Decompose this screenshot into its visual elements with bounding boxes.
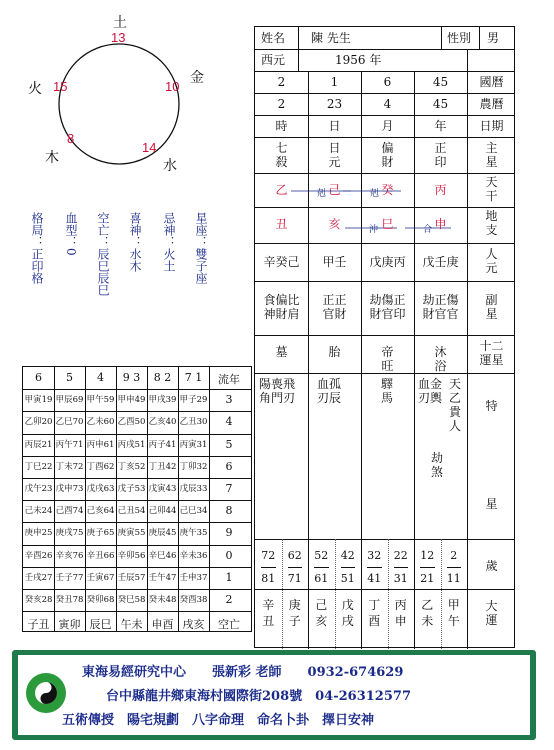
footer-line2: 台中縣龍井鄉東海村國際街208號 04-26312577 bbox=[106, 689, 411, 704]
liunian-cell: 乙未60 bbox=[86, 417, 115, 428]
liunian-cell: 庚申25 bbox=[24, 528, 53, 539]
dizhi-relation-1: 沖 bbox=[369, 225, 379, 235]
liunian-cell: 0 bbox=[225, 548, 233, 562]
dayun-pillar: 丁 酉 bbox=[368, 598, 381, 628]
fuxing-cell: 正正 官財 bbox=[322, 293, 347, 321]
element-circle bbox=[32, 30, 212, 180]
mainstar-label: 主 星 bbox=[485, 141, 498, 169]
liunian-cell: 辛酉26 bbox=[24, 550, 53, 561]
circle-ring bbox=[32, 30, 212, 180]
liunian-cell: 庚午35 bbox=[179, 528, 208, 539]
mainstar-cell: 七 殺 bbox=[275, 141, 288, 169]
liunian-cell: 乙卯20 bbox=[24, 417, 53, 428]
special-label-top: 特 bbox=[485, 399, 498, 413]
liunian-table bbox=[22, 366, 252, 632]
liunian-cell: 庚子65 bbox=[86, 528, 115, 539]
mainstar-cell: 正 印 bbox=[434, 141, 447, 169]
liunian-cell: 癸未48 bbox=[148, 595, 177, 605]
wood-num: 8 bbox=[67, 131, 75, 146]
liunian-header: 7 1 bbox=[184, 371, 203, 384]
liunian-cell: 戊辰33 bbox=[179, 484, 208, 494]
liunian-cell: 癸酉38 bbox=[179, 595, 208, 605]
special-col4c: 劫 煞 bbox=[431, 451, 444, 479]
liunian-cell: 丁亥52 bbox=[117, 461, 146, 472]
liunian-cell: 辛亥76 bbox=[55, 550, 84, 561]
liunian-kongwang: 戌亥 bbox=[182, 618, 205, 632]
liunian-cell: 壬寅67 bbox=[86, 572, 115, 583]
liunian-cell: 丁卯32 bbox=[179, 461, 208, 472]
metal-label: 金 bbox=[190, 70, 204, 86]
liunian-cell: 己亥64 bbox=[86, 506, 115, 517]
tiangan-cell: 丙 bbox=[434, 183, 447, 197]
footer-line1: 東海易經研究中心 張新彩 老師 0932-674629 bbox=[82, 665, 404, 680]
liunian-cell: 丁巳22 bbox=[24, 461, 53, 472]
renyuan-cell: 戊庚丙 bbox=[369, 255, 406, 269]
changsheng-cell: 胎 bbox=[328, 345, 341, 359]
liunian-cell: 丙午71 bbox=[55, 439, 84, 450]
liunian-cell: 壬申37 bbox=[179, 572, 208, 583]
liunian-cell: 壬辰57 bbox=[117, 572, 146, 583]
liunian-cell: 壬午47 bbox=[148, 572, 177, 583]
liunian-cell: 庚辰45 bbox=[148, 528, 177, 539]
footer-banner bbox=[12, 650, 536, 740]
liunian-cell: 戊申73 bbox=[55, 484, 84, 494]
liunian-kongwang: 午未 bbox=[120, 618, 143, 632]
tiangan-label: 天 干 bbox=[485, 175, 498, 203]
liunian-cell: 己未24 bbox=[24, 506, 53, 517]
fuxing-cell: 食偏比 神財肩 bbox=[263, 293, 300, 321]
dayun-pillar: 戊 戌 bbox=[341, 598, 354, 628]
liunian-header: 5 bbox=[66, 371, 73, 384]
liunian-cell: 壬子77 bbox=[55, 572, 84, 583]
footer-line3: 五術傳授 陽宅規劃 八字命理 命名卜卦 擇日安神 bbox=[62, 713, 375, 728]
solar-cell: 6 bbox=[383, 75, 392, 89]
lunar-label: 農曆 bbox=[479, 97, 504, 111]
liunian-cell: 壬戌27 bbox=[24, 572, 53, 583]
liunian-cell: 乙丑30 bbox=[179, 417, 208, 428]
liunian-cell: 6 bbox=[225, 459, 233, 473]
liunian-cell: 甲戌39 bbox=[148, 395, 177, 406]
dayun-pillar: 己 亥 bbox=[315, 598, 328, 628]
special-col4b: 天 乙 貴 人 bbox=[449, 377, 462, 433]
xingzuo: 星座：雙子座 bbox=[194, 212, 208, 284]
tiangan-relation-1: 剋 bbox=[317, 189, 327, 199]
liunian-cell: 丁酉62 bbox=[86, 461, 115, 472]
solar-cell: 2 bbox=[277, 75, 286, 89]
dayun-pillar: 辛 丑 bbox=[262, 598, 275, 628]
dayun-pillar: 庚 子 bbox=[288, 598, 301, 628]
dayun-pillar: 丙 申 bbox=[394, 598, 407, 628]
liunian-cell: 甲寅19 bbox=[24, 395, 53, 406]
xuexing: 血型：0 bbox=[64, 212, 78, 256]
liunian-cell: 2 bbox=[225, 593, 233, 606]
dizhi-cell: 巳 bbox=[381, 217, 394, 231]
dizhi-label: 地 支 bbox=[485, 209, 498, 237]
liunian-cell: 戊午23 bbox=[24, 484, 53, 494]
liunian-header: 6 bbox=[35, 371, 42, 384]
year-value: 1956 年 bbox=[335, 53, 382, 67]
renyuan-label: 人 元 bbox=[485, 247, 498, 275]
era-label: 西元 bbox=[261, 53, 286, 67]
liunian-cell: 辛卯56 bbox=[117, 550, 146, 561]
units-cell: 時 bbox=[275, 119, 288, 133]
units-cell: 日 bbox=[328, 119, 341, 133]
age-range: 22 31 bbox=[393, 549, 408, 585]
liunian-cell: 癸亥28 bbox=[24, 595, 53, 605]
name-label: 姓名 bbox=[261, 31, 286, 45]
liunian-kongwang: 寅卯 bbox=[58, 618, 81, 632]
age-range: 12 21 bbox=[420, 549, 435, 585]
age-range: 72 81 bbox=[261, 549, 276, 585]
fire-num: 15 bbox=[53, 79, 68, 94]
liunian-cell: 己丑54 bbox=[117, 506, 146, 517]
liunian-header: 4 bbox=[97, 371, 104, 384]
fire-label: 火 bbox=[28, 81, 42, 97]
lunar-cell: 45 bbox=[432, 97, 449, 111]
metal-num: 10 bbox=[165, 79, 180, 94]
kongwang: 空亡：辰巳辰巳 bbox=[96, 212, 110, 296]
solar-cell: 1 bbox=[330, 75, 339, 89]
dizhi-cell: 丑 bbox=[275, 217, 288, 231]
special-label-bottom: 星 bbox=[485, 497, 498, 511]
liunian-cell: 乙亥40 bbox=[148, 417, 177, 428]
liunian-cell: 4 bbox=[225, 415, 233, 429]
mainstar-cell: 日 元 bbox=[328, 141, 341, 169]
solar-cell: 45 bbox=[432, 75, 449, 89]
liunian-cell: 7 bbox=[225, 482, 233, 495]
dizhi-relation-2: 合 bbox=[423, 225, 433, 235]
tiangan-cell: 癸 bbox=[381, 183, 394, 197]
liunian-header: 8 2 bbox=[153, 371, 172, 384]
fuxing-label: 副 星 bbox=[485, 293, 498, 321]
tiangan-cell: 己 bbox=[328, 183, 341, 197]
name-value: 陳 先生 bbox=[311, 31, 351, 45]
liunian-kongwang: 空亡 bbox=[218, 618, 240, 632]
dizhi-cell: 申 bbox=[434, 217, 447, 231]
sex-value: 男 bbox=[487, 31, 500, 45]
age-range: 42 51 bbox=[340, 549, 355, 585]
dayun-label: 大 運 bbox=[485, 599, 498, 627]
liunian-cell: 丙子41 bbox=[148, 439, 177, 450]
liunian-cell: 8 bbox=[225, 504, 233, 518]
special-col4a: 血金 刃輿 bbox=[418, 377, 443, 405]
tiangan-relation-2: 剋 bbox=[370, 189, 380, 199]
liunian-cell: 庚寅55 bbox=[117, 528, 146, 539]
liunian-cell: 庚戌75 bbox=[55, 528, 84, 539]
renyuan-cell: 甲壬 bbox=[322, 255, 347, 269]
changsheng-cell: 帝 旺 bbox=[381, 345, 394, 373]
liunian-cell: 戊戌63 bbox=[86, 484, 115, 494]
liunian-cell: 乙巳70 bbox=[55, 417, 84, 428]
age-range: 2 11 bbox=[446, 549, 461, 585]
liunian-header: 流年 bbox=[218, 373, 240, 386]
lunar-cell: 23 bbox=[326, 97, 343, 111]
renyuan-cell: 戊壬庚 bbox=[422, 255, 459, 269]
special-col3: 驛 馬 bbox=[381, 377, 394, 405]
liunian-kongwang: 申酉 bbox=[151, 618, 174, 632]
liunian-cell: 戊寅43 bbox=[148, 484, 177, 494]
dayun-pillar: 甲 午 bbox=[447, 598, 460, 628]
liunian-header: 9 3 bbox=[122, 371, 141, 384]
lunar-cell: 2 bbox=[277, 97, 286, 111]
sex-label: 性別 bbox=[447, 31, 472, 45]
liunian-cell: 辛未36 bbox=[179, 550, 208, 561]
liunian-cell: 3 bbox=[225, 393, 233, 407]
liunian-cell: 戊子53 bbox=[117, 484, 146, 494]
units-cell: 月 bbox=[381, 119, 394, 133]
changsheng-cell: 墓 bbox=[275, 345, 288, 359]
liunian-cell: 丙寅31 bbox=[179, 439, 208, 450]
liunian-cell: 甲午59 bbox=[86, 395, 115, 406]
liunian-kongwang: 子丑 bbox=[27, 618, 50, 632]
age-range: 52 61 bbox=[314, 549, 329, 585]
water-num: 14 bbox=[142, 140, 157, 155]
liunian-cell: 癸巳58 bbox=[117, 595, 146, 605]
dizhi-cell: 亥 bbox=[328, 217, 341, 231]
special-col2: 血孤 刃辰 bbox=[317, 377, 342, 405]
age-range: 32 41 bbox=[367, 549, 382, 585]
liunian-cell: 乙酉50 bbox=[117, 417, 146, 428]
liunian-cell: 丙申61 bbox=[86, 439, 115, 450]
earth-label: 土 bbox=[113, 15, 127, 31]
liunian-cell: 甲辰69 bbox=[55, 395, 84, 406]
fuxing-cell: 劫正傷 財官官 bbox=[422, 293, 459, 321]
units-cell: 年 bbox=[434, 119, 447, 133]
solar-label: 國曆 bbox=[479, 75, 504, 89]
liunian-cell: 癸丑78 bbox=[55, 595, 84, 605]
liunian-cell: 己酉74 bbox=[55, 506, 84, 517]
tiangan-cell: 乙 bbox=[275, 183, 288, 197]
liunian-cell: 9 bbox=[225, 526, 233, 540]
jishen: 忌神：火土 bbox=[162, 212, 176, 272]
liunian-cell: 甲申49 bbox=[117, 395, 146, 406]
liunian-cell: 辛丑66 bbox=[86, 550, 115, 561]
bazi-table bbox=[254, 26, 515, 648]
mainstar-cell: 偏 財 bbox=[381, 141, 394, 169]
liunian-cell: 己卯44 bbox=[148, 506, 177, 517]
units-label: 日期 bbox=[479, 119, 504, 133]
age-range: 62 71 bbox=[287, 549, 302, 585]
xishen: 喜神：水木 bbox=[128, 212, 142, 272]
lunar-cell: 4 bbox=[383, 97, 392, 111]
liunian-cell: 丙辰21 bbox=[24, 439, 53, 450]
water-label: 水 bbox=[163, 158, 177, 174]
ages-label: 歲 bbox=[485, 559, 498, 573]
liunian-cell: 1 bbox=[225, 570, 233, 584]
liunian-cell: 辛巳46 bbox=[148, 550, 177, 561]
liunian-cell: 癸卯68 bbox=[86, 595, 115, 605]
liunian-cell: 丙戌51 bbox=[117, 439, 146, 450]
wood-label: 木 bbox=[45, 150, 59, 166]
geju: 格局：正印格 bbox=[30, 212, 44, 284]
dayun-pillar: 乙 未 bbox=[421, 598, 434, 628]
renyuan-cell: 辛癸己 bbox=[263, 255, 300, 269]
changsheng-label: 十二 運星 bbox=[479, 339, 504, 367]
liunian-cell: 丁未72 bbox=[55, 461, 84, 472]
liunian-cell: 己巳34 bbox=[179, 506, 208, 517]
liunian-cell: 甲子29 bbox=[179, 395, 208, 406]
earth-num: 13 bbox=[111, 30, 126, 45]
liunian-cell: 丁丑42 bbox=[148, 461, 177, 472]
liunian-cell: 5 bbox=[225, 437, 233, 451]
special-col1: 陽喪飛 角門刃 bbox=[259, 377, 296, 405]
liunian-kongwang: 辰巳 bbox=[89, 618, 112, 632]
changsheng-cell: 沐 浴 bbox=[434, 345, 447, 373]
fuxing-cell: 劫傷正 財官印 bbox=[369, 293, 406, 321]
